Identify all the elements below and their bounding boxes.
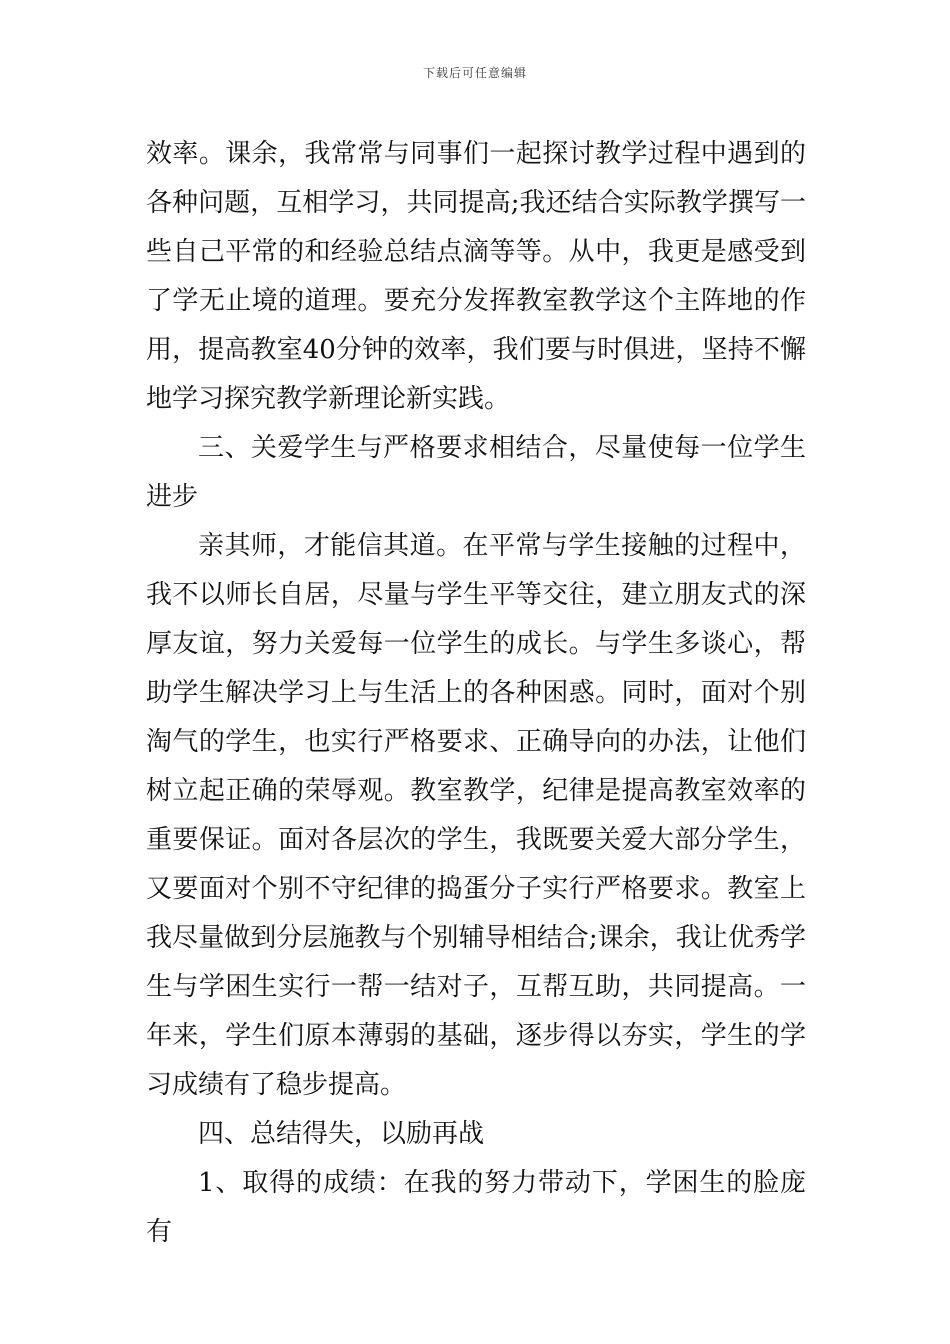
paragraph: 亲其师，才能信其道。在平常与学生接触的过程中，我不以师长自居，尽量与学生平等交往，建立朋友式的深厚友谊，努力关爱每一位学生的成长。与学生多谈心，帮助学生解决学习上与生活上的各种困惑。同时，面对个别淘气的学生，也实行严格要求、正确导向的办法，让他们树立起正确的荣辱观。教室教学，纪律是提高教室效率的重要保证。面对各层次的学生，我既要关爱大部分学生，又要面对个别不守纪律的捣蛋分子实行严格要求。教室上我尽量做到分层施教与个别辅导相结合;课余，我让优秀学生与学困生实行一帮一结对子，互帮互助，共同提高。一年来，学生们原本薄弱的基础，逐步得以夯实，学生的学习成绩有了稳步提高。 [146,531,806,1100]
page-header: 下载后可任意编辑 [422,66,527,80]
section-heading-4: 四、总结得失，以励再战 [198,1119,485,1149]
section-heading-3: 三、关爱学生与严格要求相结合，尽量使每一位学生进步 [146,433,806,512]
paragraph-continuation: 效率。课余，我常常与同事们一起探讨教学过程中遇到的各种问题，互相学习，共同提高;我还结合实际教学撰写一些自己平常的和经验总结点滴等等。从中，我更是感受到了学无止境的道理。要充分发挥教室教学这个主阵地的作用，提高教室40分钟的效率，我们要与时俱进，坚持不懈地学习探究教学新理论新实践。 [146,139,806,414]
paragraph: 1、取得的成绩：在我的努力带动下，学困生的脸庞有 [146,1168,806,1247]
document-body [146,130,806,1257]
